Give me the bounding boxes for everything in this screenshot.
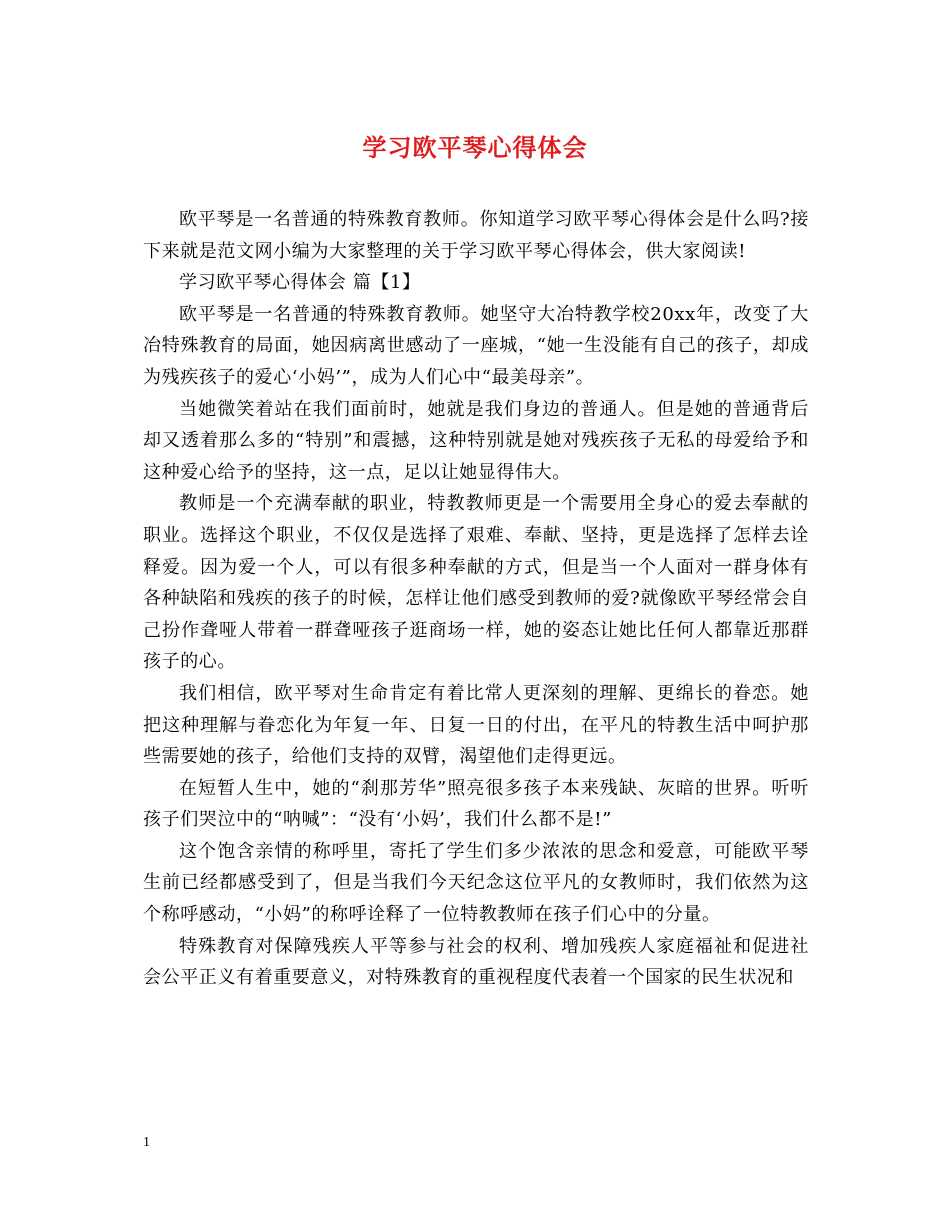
paragraph: 教师是一个充满奉献的职业，特教教师更是一个需要用全身心的爱去奉献的职业。选择这个职业，不仅仅是选择了艰难、奉献、坚持，更是选择了怎样去诠释爱。因为爱一个人，可以有很多种奉献的方式，但是当一个人面对一群身体有各种缺陷和残疾的孩子的时候，怎样让他们感受到教师的爱?就像欧平琴经常会自己扮作聋哑人带着一群聋哑孩子逛商场一样，她的姿态让她比任何人都靠近那群孩子的心。 [143,493,809,673]
section-heading: 学习欧平琴心得体会 篇【1】 [179,272,421,294]
document-title: 学习欧平琴心得体会 [362,133,588,162]
paragraph-intro: 欧平琴是一名普通的特殊教育教师。你知道学习欧平琴心得体会是什么吗?接下来就是范文网小编为大家整理的关于学习欧平琴心得体会，供大家阅读! [143,209,809,262]
paragraph: 特殊教育对保障残疾人平等参与社会的权利、增加残疾人家庭福祉和促进社会公平正义有着重要意义，对特殊教育的重视程度代表着一个国家的民生状况和 [143,935,809,989]
paragraph: 当她微笑着站在我们面前时，她就是我们身边的普通人。但是她的普通背后却又透着那么多的“特别”和震撼，这种特别就是她对残疾孩子无私的母爱给予和这种爱心给予的坚持，这一点，足以让她显得伟大。 [143,398,809,483]
paragraph: 这个饱含亲情的称呼里，寄托了学生们多少浓浓的思念和爱意，可能欧平琴生前已经都感受到了，但是当我们今天纪念这位平凡的女教师时，我们依然为这个称呼感动，“小妈”的称呼诠释了一位特教教师在孩子们心中的分量。 [143,840,809,926]
paragraph: 欧平琴是一名普通的特殊教育教师。她坚守大冶特教学校20xx年，改变了大冶特殊教育的局面，她因病离世感动了一座城，“她一生没能有自己的孩子，却成为残疾孩子的爱心‘小妈’”，成为人们心中“最美母亲”。 [143,303,809,388]
document-body [143,204,809,994]
page-number: 1 [143,1135,150,1150]
paragraph: 在短暂人生中，她的“刹那芳华”照亮很多孩子本来残缺、灰暗的世界。听听孩子们哭泣中的“呐喊”：“没有‘小妈’，我们什么都不是!” [143,777,809,831]
paragraph: 我们相信，欧平琴对生命肯定有着比常人更深刻的理解、更绵长的眷恋。她把这种理解与眷恋化为年复一年、日复一日的付出，在平凡的特教生活中呵护那些需要她的孩子，给他们支持的双臂，渴望他们走得更远。 [143,682,809,768]
